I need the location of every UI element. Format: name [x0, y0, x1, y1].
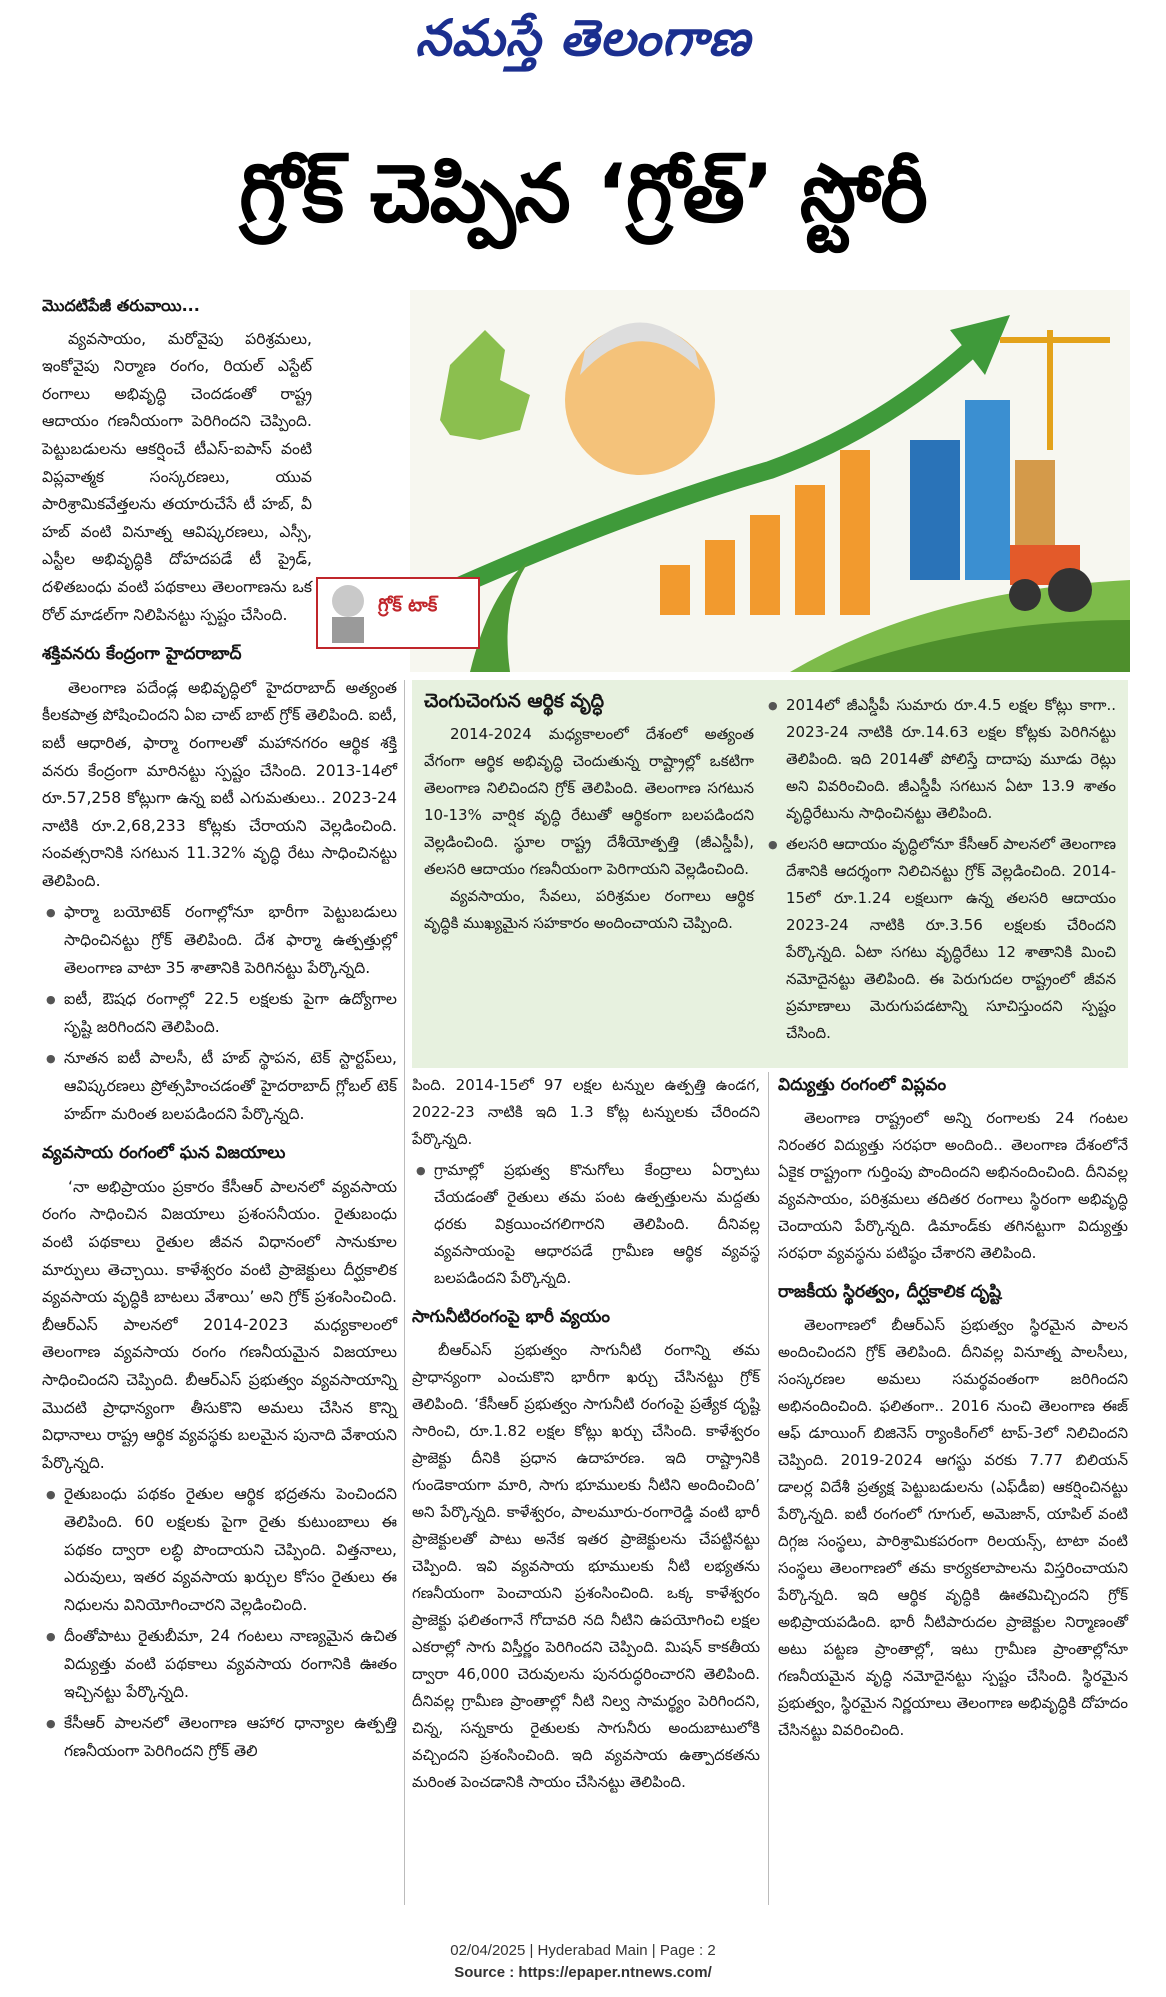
footer-source: Source : https://epaper.ntnews.com/: [454, 1964, 712, 1981]
bullet-it-policy: ● నూతన ఐటీ పాలసీ, టీ హబ్ స్థాపన, టెక్ స్టార్టప్‌లు, ఆవిష్కరణలు ప్రోత్సహించడంతో హైదరాబాద్ గ్లోబల్ టెక్ హబ్‌గా మరింత బలపడిందని పేర్కొన్నది.: [42, 1045, 397, 1128]
subhead-stability: రాజకీయ స్థిరత్వం, దీర్ఘకాలిక దృష్టి: [778, 1282, 1002, 1302]
badge-label: గ్రోక్ టాక్: [378, 595, 438, 616]
paragraph-power: తెలంగాణ రాష్ట్రంలో అన్ని రంగాలకు 24 గంటల నిరంతర విద్యుత్తు సరఫరా అందింది.. తెలంగాణ దేశంలోనే ఏకైక రాష్ట్రంగా గుర్తింపు పొందిందని అభినందించింది. దీనివల్ల వ్యవసాయం, పరిశ్రమలు తదితర రంగాలు స్థిరంగా అభివృద్ధి చెందాయని పేర్కొన్నది. డిమాండ్‌కు తగినట్టుగా విద్యుత్తు సరఫరా వ్యవస్థను పటిష్ఠం చేశారని తెలిపింది.: [778, 1109, 1128, 1262]
subhead-hyderabad: శక్తివనరు కేంద్రంగా హైదరాబాద్: [42, 644, 242, 665]
paragraph-irrigation: బీఆర్ఎస్ ప్రభుత్వం సాగునీటి రంగాన్ని తమ ప్రాధాన్యంగా ఎంచుకొని భారీగా ఖర్చు చేసినట్టు గ్రోక్ తెలిపింది. ‘కేసీఆర్ ప్రభుత్వం సాగునీటి రంగంపై ప్రత్యేక దృష్టి సారించి, రూ.1.82 లక్షల కోట్లు ఖర్చు చేసింది. కాళేశ్వరం ప్రాజెక్టు దీనికి ప్రధాన ఉదాహరణ. ఇది రాష్ట్రానికి గుండెకాయగా మారి, సాగు భూములకు నీటిని అందించింది’ అని పేర్కొన్నది. కాళేశ్వరం, పాలమూరు-రంగారెడ్డి వంటి భారీ ప్రాజెక్టులతో పాటు అనేక ఇతర ప్రాజెక్టులను చేపట్టినట్టు చెప్పింది. ఇవి వ్యవసాయ భూములకు నీటి లభ్యతను గణనీయంగా పెంచాయని ప్రశంసించింది. ఒక్క కాళేశ్వరం ప్రాజెక్టు ఫలితంగానే గోదావరి నది నీటిని ఉపయోగించి లక్షల ఎకరాల్లో సాగు విస్తీర్ణం పెరిగిందని చెప్పింది. మిషన్ కాకతీయ ద్వారా 46,000 చెరువులను పునరుద్ధరించారని తెలిపింది. దీనివల్ల గ్రామీణ ప్రాంతాల్లో నీటి నిల్వ సామర్థ్యం పెరిగిందని, చిన్న, సన్నకారు రైతులకు సాగునీరు అందుబాటులోకి వచ్చిందని ప్రశంసించింది. ఇది వ్యవసాయ ఉత్పాదకతను మరింత పెంచడానికి సాయం చేసినట్టు తెలిపింది.: [412, 1341, 760, 1791]
bullet-procurement: ● గ్రామాల్లో ప్రభుత్వ కొనుగోలు కేంద్రాలు ఏర్పాటు చేయడంతో రైతులు తమ పంట ఉత్పత్తులను మద్దతు ధరకు విక్రయించగలిగారని తెలిపింది. దీనివల్ల వ్యవసాయంపై ఆధారపడే గ్రామీణ ఆర్థిక వ్యవస్థ బలపడిందని పేర్కొన్నది.: [412, 1157, 760, 1292]
bullet-rythu-bima: ● దీంతోపాటు రైతుబీమా, 24 గంటలు నాణ్యమైన ఉచిత విద్యుత్తు వంటి పథకాలు వ్యవసాయ రంగానికి ఊతం ఇచ్చినట్టు పేర్కొన్నది.: [42, 1623, 397, 1706]
growth-illustration: [410, 290, 1130, 672]
subhead-power: విద్యుత్తు రంగంలో విప్లవం: [778, 1075, 947, 1095]
bullet-rythu-bandhu: ● రైతుబంధు పథకం రైతుల ఆర్థిక భద్రతను పెంచిందని తెలిపింది. 60 లక్షలకు పైగా రైతు కుటుంబాలు ఈ పథకం ద్వారా లబ్ధి పొందాయని చెప్పింది. విత్తనాలు, ఎరువులు, ఇతర వ్యవసాయ ఖర్చుల కోసం రైతులు ఈ నిధులను వినియోగించారని వెల్లడించింది.: [42, 1481, 397, 1619]
middle-continuation: పింది. 2014-15లో 97 లక్షల టన్నుల ఉత్పత్తి ఉండగ, 2022-23 నాటికి ఇది 1.3 కోట్ల టన్నులకు చేరిందని పేర్కొన్నది.: [412, 1076, 760, 1148]
footer-edition: 02/04/2025 | Hyderabad Main | Page : 2: [450, 1942, 716, 1959]
box-bullet-per-capita: ● తలసరి ఆదాయం వృద్ధిలోనూ కేసీఆర్ పాలనలో తెలంగాణ దేశానికి ఆదర్శంగా నిలిచినట్టు గ్రోక్ వెల్లడించింది. 2014-15లో రూ.1.24 లక్షలుగా ఉన్న తలసరి ఆదాయం 2023-24 నాటికి రూ.3.56 లక్షలకు చేరిందని పేర్కొన్నది. ఏటా సగటు వృద్ధిరేటు 12 శాతానికి మించి నమోదైనట్టు తెలిపింది. ఈ పెరుగుదల రాష్ట్రంలో జీవన ప్రమాణాలు మెరుగుపడటాన్ని సూచిస్తుందని స్పష్టం చేసింది.: [764, 831, 1116, 1047]
kicker: మొదటిపేజీ తరువాయి...: [42, 296, 200, 315]
column-middle: [412, 1072, 760, 1796]
subhead-irrigation: సాగునీటిరంగంపై భారీ వ్యయం: [412, 1307, 611, 1327]
column-right: [778, 1072, 1128, 1744]
bullet-jobs: ● ఐటీ, ఔషధ రంగాల్లో 22.5 లక్షలకు పైగా ఉద్యోగాల సృష్టి జరిగిందని తెలిపింది.: [42, 986, 397, 1041]
box-paragraph-2: వ్యవసాయం, సేవలు, పరిశ్రమల రంగాలు ఆర్థిక వృద్ధికి ముఖ్యమైన సహకారం అందించాయని చెప్పింది.: [424, 887, 754, 932]
intro-paragraph: వ్యవసాయం, మరోవైపు పరిశ్రమలు, ఇంకోవైపు నిర్మాణ రంగం, రియల్ ఎస్టేట్ రంగాలు అభివృద్ధి చెందడంతో రాష్ట్ర ఆదాయం గణనీయంగా పెరిగిందని చెప్పింది. పెట్టుబడులను ఆకర్షించే టీఎస్-ఐపాస్ వంటి విప్లవాత్మక సంస్కరణలు, యువ పారిశ్రామికవేత్తలను తయారుచేసే టీ హబ్, వీ హబ్ వంటి వినూత్న ఆవిష్కరణలు, ఎస్సీ, ఎస్టీల అభివృద్ధికి దోహదపడే టీ ప్రైడ్, దళితబంధు వంటి పథకాలు తెలంగాణను ఒక రోల్ మాడల్‌గా నిలిపినట్టు స్పష్టం చేసింది.: [42, 329, 312, 624]
bullet-pharma: ● ఫార్మా బయోటెక్ రంగాల్లోనూ భారీగా పెట్టుబడులు సాధించినట్టు గ్రోక్ తెలిపింది. దేశ ఫార్మా ఉత్పత్తుల్లో తెలంగాణ వాటా 35 శాతానికి పెరిగినట్టు పేర్కొన్నది.: [42, 899, 397, 982]
box-title: చెంగుచెంగున ఆర్థిక వృద్ధి: [424, 690, 605, 712]
portrait-icon: [565, 325, 715, 475]
paragraph-hyderabad: తెలంగాణ పదేండ్ల అభివృద్ధిలో హైదరాబాద్ అత్యంత కీలకపాత్ర పోషించిందని ఏఐ చాట్ బాట్ గ్రోక్ తెలిపింది. ఐటీ, ఐటీ ఆధారిత, ఫార్మా రంగాలతో మహానగరం ఆర్థిక శక్తి వనరు కేంద్రంగా మారినట్టు స్పష్టం చేసింది. 2013-14లో రూ.57,258 కోట్లుగా ఉన్న ఐటీ ఎగుమతులు.. 2023-24 నాటికి రూ.2,68,233 కోట్లకు చేరాయని వెల్లడించింది. సంవత్సరానికి సగటున 11.32% వృద్ధి రేటు సాధించినట్టు తెలిపింది.: [42, 678, 397, 890]
box-paragraph-1: 2014-2024 మధ్యకాలంలో దేశంలో అత్యంత వేగంగా ఆర్థిక అభివృద్ధి చెందుతున్న రాష్ట్రాల్లో ఒకటిగా తెలంగాణ నిలిచిందని గ్రోక్ తెలిపింది. తెలంగాణ సగటున 10-13% వార్షిక వృద్ధి రేటుతో ఆర్థికంగా బలపడిందని వెల్లడించింది. స్థూల రాష్ట్ర దేశీయోత్పత్తి (జీఎస్డీపీ), తలసరి ఆదాయం గణనీయంగా పెరిగాయని వెల్లడించింది.: [424, 725, 754, 878]
bullet-food-grains: ● కేసీఆర్ పాలనలో తెలంగాణ ఆహార ధాన్యాల ఉత్పత్తి గణనీయంగా పెరిగిందని గ్రోక్ తెలి: [42, 1710, 397, 1765]
growth-box: [412, 680, 1128, 1068]
paragraph-agriculture: ‘నా అభిప్రాయం ప్రకారం కేసీఆర్ పాలనలో వ్యవసాయ రంగం సాధించిన విజయాలు ప్రశంసనీయం. రైతుబంధు వంటి పథకాలు రైతుల జీవన విధానంలో సానుకూల మార్పులు తెచ్చాయి. కాళేశ్వరం వంటి ప్రాజెక్టులు దీర్ఘకాలిక వ్యవసాయ వృద్ధికి బాటలు వేశాయి’ అని గ్రోక్ ప్రశంసించింది. బీఆర్ఎస్ పాలనలో 2014-2023 మధ్యకాలంలో తెలంగాణ వ్యవసాయ రంగం గణనీయమైన విజయాలు సాధించిందని చెప్పింది. బీఆర్ఎస్ ప్రభుత్వం వ్యవసాయాన్ని మొదటి ప్రాధాన్యంగా తీసుకొని అమలు చేసిన కొన్ని విధానాలు రాష్ట్ర ఆర్థిక వ్యవస్థకు బలమైన పునాది వేశాయని పేర్కొన్నది.: [42, 1177, 397, 1472]
paragraph-stability: తెలంగాణలో బీఆర్ఎస్ ప్రభుత్వం స్థిరమైన పాలన అందించిందని గ్రోక్ తెలిపింది. దీనివల్ల వినూత్న పాలసీలు, సంస్కరణల అమలు సమర్థవంతంగా జరిగిందని అభినందించింది. ఫలితంగా.. 2016 నుంచి తెలంగాణ ఈజ్ ఆఫ్ డూయింగ్ బిజినెస్ ర్యాంకింగ్‌లో టాప్-3లో నిలిచిందని చెప్పింది. 2019-2024 ఆగస్టు వరకు 7.77 బిలియన్ డాలర్ల విదేశీ ప్రత్యక్ష పెట్టుబడులను (ఎఫ్‌డీఐ) ఆకర్షించినట్టు పేర్కొన్నది. ఐటీ రంగంలో గూగుల్, అమెజాన్, యాపిల్ వంటి దిగ్గజ సంస్థలు, పారిశ్రామికపరంగా రిలయన్స్, టాటా వంటి సంస్థలు తెలంగాణలో తమ కార్యకలాపాలను విస్తరించాయని పేర్కొన్నది. ఇది ఆర్థిక వృద్ధికి ఊతమిచ్చిందని గ్రోక్ అభిప్రాయపడింది. భారీ నీటిపారుదల ప్రాజెక్టుల నిర్మాణంతో అటు పట్టణ ప్రాంతాల్లో, ఇటు గ్రామీణ ప్రాంతాల్లోనూ గణనీయమైన వృద్ధి నమోదైనట్టు స్పష్టం చేసింది. స్థిరమైన ప్రభుత్వం, స్థిరమైన నిర్ణయాలు తెలంగాణ అభివృద్ధికి దోహదం చేసినట్టు వివరించింది.: [778, 1316, 1128, 1739]
masthead: నమస్తే తెలంగాణ: [415, 8, 751, 67]
box-bullet-gsdp: ● 2014లో జీఎస్డీపీ సుమారు రూ.4.5 లక్షల కోట్లు కాగా.. 2023-24 నాటికి రూ.14.63 లక్షల కోట్లకు పెరిగినట్టు తెలిపింది. ఇది 2014తో పోలిస్తే దాదాపు మూడు రెట్లు అని వివరించింది. జీఎస్డీపీ సగటున ఏటా 13.9 శాతం వృద్ధిరేటును సాధించినట్టు తెలిపింది.: [764, 692, 1116, 827]
subhead-agriculture: వ్యవసాయ రంగంలో ఘన విజయాలు: [42, 1143, 286, 1164]
column-left: [42, 292, 397, 1765]
headline: గ్రోక్ చెప్పిన ‘గ్రోత్’ స్టోరీ: [239, 147, 927, 240]
footer: [0, 1940, 1166, 1984]
